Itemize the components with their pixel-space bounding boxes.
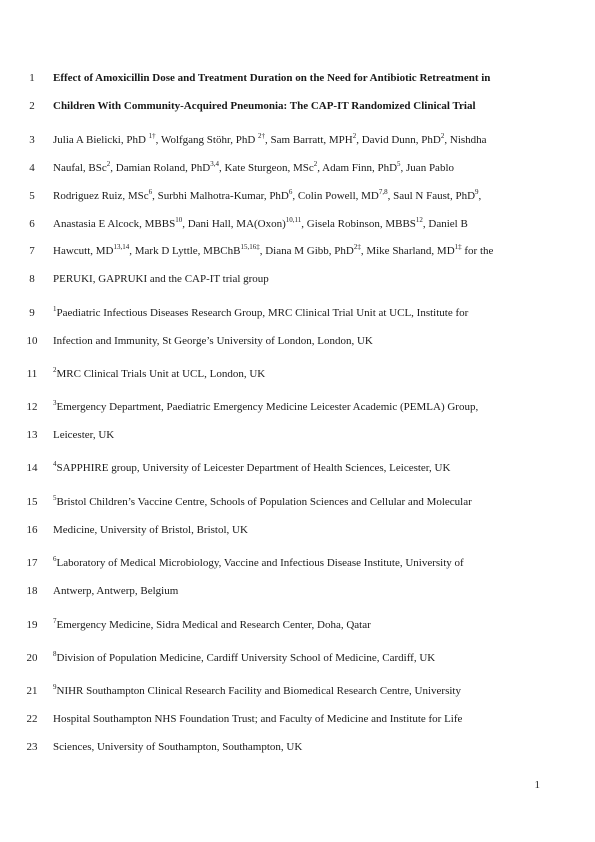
- superscript-marker: 6: [288, 188, 293, 196]
- superscript-marker: 4: [53, 460, 57, 468]
- text-segment: Anastasia E Alcock, MBBS: [53, 218, 176, 230]
- text-segment: PERUKI, GAPRUKI and the CAP-IT trial group: [53, 273, 269, 285]
- text-segment: MRC Clinical Trials Unit at UCL, London, UK: [56, 368, 266, 380]
- manuscript-line: [0, 269, 595, 289]
- superscript-marker: 12: [415, 216, 423, 224]
- line-text: [53, 581, 553, 601]
- line-number: 22: [26, 713, 38, 725]
- manuscript-line: [0, 397, 595, 417]
- line-number: 5: [29, 190, 35, 202]
- superscript-marker: 5: [53, 494, 57, 502]
- manuscript-line: [0, 520, 595, 540]
- line-number: 7: [29, 245, 35, 257]
- manuscript-line: [0, 158, 595, 178]
- text-segment: , Colin Powell, MD: [292, 190, 379, 202]
- text-segment: , Mark D Lyttle, MBChB: [129, 245, 241, 257]
- superscript-marker: 6: [148, 188, 153, 196]
- line-text: [53, 737, 553, 757]
- text-segment: Laboratory of Medical Microbiology, Vaccine and Infectious Disease Institute, University of: [56, 557, 464, 569]
- text-segment: Naufal, BSc: [53, 162, 107, 174]
- line-text: [53, 425, 553, 445]
- superscript-marker: 2: [313, 160, 318, 168]
- text-segment: Paediatric Infectious Diseases Research Group, MRC Clinical Trial Unit at UCL, Institute for: [56, 307, 469, 319]
- line-text: [53, 458, 553, 478]
- text-segment: Medicine, University of Bristol, Bristol, UK: [53, 524, 248, 536]
- superscript-marker: 10,11: [285, 216, 302, 224]
- text-segment: for the: [461, 245, 494, 257]
- line-text: [53, 269, 553, 289]
- line-number: 14: [26, 462, 38, 474]
- line-number: 19: [26, 619, 38, 631]
- manuscript-line: [0, 214, 595, 234]
- manuscript-line: [0, 303, 595, 323]
- text-segment: Division of Population Medicine, Cardiff University School of Medicine, Cardiff, UK: [56, 652, 436, 664]
- text-segment: Julia A Bielicki, PhD: [53, 134, 149, 146]
- text-segment: Hawcutt, MD: [53, 245, 114, 257]
- text-segment: , David Dunn, PhD: [356, 134, 441, 146]
- text-segment: , Daniel B: [422, 218, 468, 230]
- line-text: [53, 648, 553, 668]
- line-text: [53, 397, 553, 417]
- page-number: 1: [534, 779, 540, 791]
- superscript-marker: 3: [53, 399, 57, 407]
- text-segment: , Diana M Gibb, PhD: [259, 245, 354, 257]
- line-number: 18: [26, 585, 38, 597]
- text-segment: , Saul N Faust, PhD: [387, 190, 476, 202]
- line-text: [53, 214, 553, 234]
- manuscript-line: [0, 364, 595, 384]
- manuscript-line: [0, 492, 595, 512]
- manuscript-line: [0, 68, 595, 88]
- text-segment: , Surbhi Malhotra-Kumar, PhD: [152, 190, 289, 202]
- text-segment: Sciences, University of Southampton, Southampton, UK: [53, 741, 303, 753]
- superscript-marker: 6: [53, 555, 57, 563]
- superscript-marker: 1: [53, 305, 57, 313]
- line-text: [53, 303, 553, 323]
- article-title-line: [53, 68, 553, 88]
- superscript-marker: 7,8: [378, 188, 388, 196]
- superscript-marker: 2: [106, 160, 111, 168]
- text-segment: Emergency Department, Paediatric Emergency Medicine Leicester Academic (PEMLA) Group,: [56, 401, 479, 413]
- manuscript-line: [0, 425, 595, 445]
- line-text: [53, 158, 553, 178]
- superscript-marker: 2: [352, 132, 357, 140]
- line-number: 16: [26, 524, 38, 536]
- line-number: 20: [26, 652, 38, 664]
- superscript-marker: 1‡: [454, 243, 462, 251]
- text-segment: Emergency Medicine, Sidra Medical and Research Center, Doha, Qatar: [56, 619, 371, 631]
- line-number: 2: [29, 100, 35, 112]
- line-number: 1: [29, 72, 35, 84]
- text-segment: SAPPHIRE group, University of Leicester Department of Health Sciences, Leicester, UK: [56, 462, 451, 474]
- manuscript-line: [0, 186, 595, 206]
- text-segment: Children With Community-Acquired Pneumonia: The CAP-IT Randomized Clinical Trial: [53, 100, 476, 112]
- line-text: [53, 709, 553, 729]
- text-segment: Leicester, UK: [53, 429, 115, 441]
- text-segment: ,: [478, 190, 482, 202]
- text-segment: , Juan Pablo: [400, 162, 455, 174]
- superscript-marker: 13,14: [113, 243, 130, 251]
- line-number: 9: [29, 307, 35, 319]
- manuscript-line: [0, 331, 595, 351]
- line-text: [53, 681, 553, 701]
- line-number: 15: [26, 496, 38, 508]
- line-text: [53, 186, 553, 206]
- superscript-marker: 2‡: [353, 243, 361, 251]
- manuscript-line: [0, 709, 595, 729]
- line-text: [53, 331, 553, 351]
- line-number: 11: [26, 368, 38, 380]
- manuscript-line: [0, 681, 595, 701]
- line-number: 8: [29, 273, 35, 285]
- text-segment: Infection and Immunity, St George’s University of London, London, UK: [53, 335, 373, 347]
- text-segment: , Dani Hall, MA(Oxon): [182, 218, 286, 230]
- line-text: [53, 364, 553, 384]
- manuscript-line: [0, 241, 595, 261]
- line-number: 10: [26, 335, 38, 347]
- line-text: [53, 130, 553, 150]
- text-segment: , Mike Sharland, MD: [360, 245, 455, 257]
- text-segment: , Sam Barratt, MPH: [265, 134, 353, 146]
- line-number: 23: [26, 741, 38, 753]
- text-segment: Rodriguez Ruiz, MSc: [53, 190, 149, 202]
- manuscript-line: [0, 130, 595, 150]
- text-segment: Antwerp, Antwerp, Belgium: [53, 585, 179, 597]
- manuscript-line: [0, 615, 595, 635]
- superscript-marker: 2: [53, 366, 57, 374]
- superscript-marker: 5: [397, 160, 401, 168]
- text-segment: , Wolfgang Stöhr, PhD: [155, 134, 259, 146]
- superscript-marker: 9: [475, 188, 479, 196]
- superscript-marker: 9: [53, 683, 57, 691]
- article-title-line: [53, 96, 553, 116]
- manuscript-line: [0, 553, 595, 573]
- text-segment: , Adam Finn, PhD: [317, 162, 398, 174]
- manuscript-line: [0, 96, 595, 116]
- line-number: 13: [26, 429, 38, 441]
- line-number: 17: [26, 557, 38, 569]
- manuscript-line: [0, 581, 595, 601]
- superscript-marker: 2†: [258, 132, 266, 140]
- line-text: [53, 520, 553, 540]
- line-number: 3: [29, 134, 35, 146]
- line-text: [53, 241, 553, 261]
- line-text: [53, 615, 553, 635]
- superscript-marker: 15,16‡: [240, 243, 260, 251]
- line-number: 21: [26, 685, 38, 697]
- text-segment: , Damian Roland, PhD: [110, 162, 211, 174]
- line-text: [53, 553, 553, 573]
- superscript-marker: 1†: [148, 132, 156, 140]
- superscript-marker: 10: [175, 216, 183, 224]
- text-segment: Hospital Southampton NHS Foundation Trust; and Faculty of Medicine and Institute for Life: [53, 713, 463, 725]
- line-number: 4: [29, 162, 35, 174]
- superscript-marker: 2: [440, 132, 445, 140]
- manuscript-line: [0, 737, 595, 757]
- superscript-marker: 3,4: [210, 160, 219, 168]
- line-text: [53, 492, 553, 512]
- text-segment: NIHR Southampton Clinical Research Facility and Biomedical Research Centre, University: [56, 685, 461, 697]
- text-segment: , Gisela Robinson, MBBS: [301, 218, 416, 230]
- line-number: 6: [29, 218, 35, 230]
- manuscript-line: [0, 458, 595, 478]
- text-segment: Effect of Amoxicillin Dose and Treatment Duration on the Need for Antibiotic Retreatment in: [53, 72, 491, 84]
- text-segment: , Kate Sturgeon, MSc: [218, 162, 314, 174]
- superscript-marker: 8: [53, 650, 57, 658]
- text-segment: Bristol Children’s Vaccine Centre, Schools of Population Sciences and Cellular and Molecular: [56, 496, 472, 508]
- line-number: 12: [26, 401, 38, 413]
- superscript-marker: 7: [53, 617, 57, 625]
- text-segment: , Nishdha: [444, 134, 487, 146]
- manuscript-line: [0, 648, 595, 668]
